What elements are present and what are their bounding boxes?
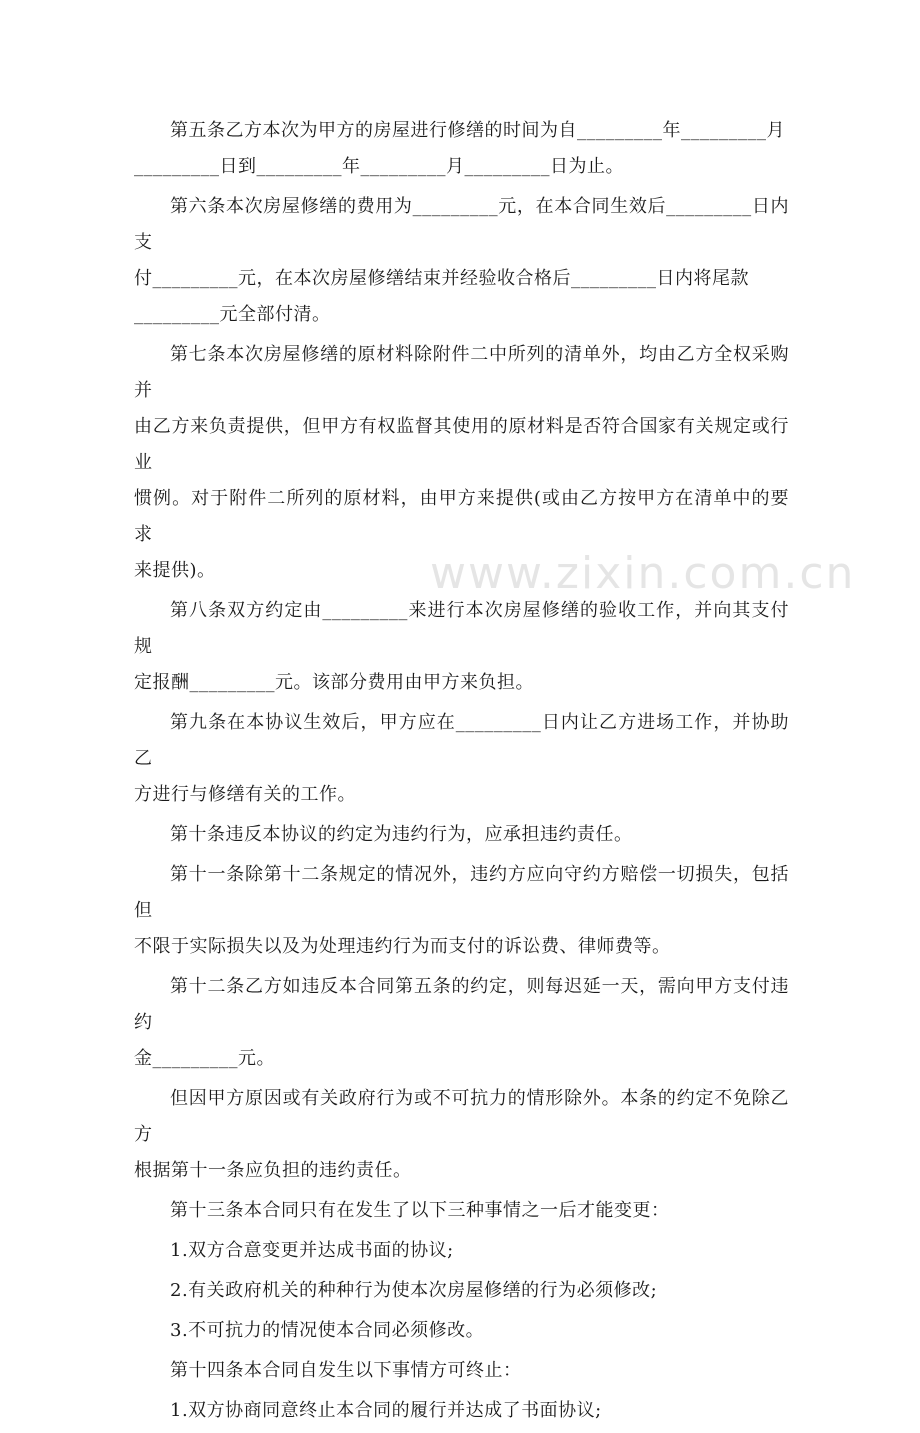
paragraph-line: 第九条在本协议生效后，甲方应在_________日内让乙方进场工作，并协助乙	[134, 712, 789, 769]
paragraph	[134, 189, 789, 333]
paragraph	[134, 1273, 789, 1309]
paragraph	[134, 1193, 789, 1229]
paragraph-line: 第八条双方约定由_________来进行本次房屋修缮的验收工作，并向其支付规	[134, 600, 789, 657]
paragraph	[134, 337, 789, 589]
paragraph-line: 付_________元，在本次房屋修缮结束并经验收合格后_________日内将尾款	[134, 268, 749, 289]
paragraph-line: 第十条违反本协议的约定为违约行为，应承担违约责任。	[170, 824, 633, 845]
paragraph	[134, 1233, 789, 1269]
paragraph-line: 惯例。对于附件二所列的原材料，由甲方来提供(或由乙方按甲方在清单中的要求	[134, 488, 789, 545]
watermark: www.zixin.com.cn	[430, 548, 856, 599]
paragraph-line: 2.有关政府机关的种种行为使本次房屋修缮的行为必须修改;	[170, 1280, 658, 1301]
paragraph-line: 但因甲方原因或有关政府行为或不可抗力的情形除外。本条的约定不免除乙方	[134, 1088, 789, 1145]
paragraph-line: 根据第十一条应负担的违约责任。	[134, 1160, 412, 1181]
paragraph-line: 1.双方协商同意终止本合同的履行并达成了书面协议;	[170, 1400, 602, 1421]
paragraph-line: 不限于实际损失以及为处理违约行为而支付的诉讼费、律师费等。	[134, 936, 671, 957]
paragraph-line: 第十三条本合同只有在发生了以下三种事情之一后才能变更：	[170, 1200, 670, 1221]
paragraph-line: _________日到_________年_________月_________日为止。	[134, 156, 624, 177]
paragraph	[134, 1353, 789, 1389]
paragraph-line: 方进行与修缮有关的工作。	[134, 784, 356, 805]
paragraph	[134, 857, 789, 965]
paragraph-line: 第十一条除第十二条规定的情况外，违约方应向守约方赔偿一切损失，包括但	[134, 864, 789, 921]
paragraph-line: 第十二条乙方如违反本合同第五条的约定，则每迟延一天，需向甲方支付违约	[134, 976, 789, 1033]
paragraph-line: 金_________元。	[134, 1048, 275, 1069]
paragraph-line: 由乙方来负责提供，但甲方有权监督其使用的原材料是否符合国家有关规定或行业	[134, 416, 789, 473]
paragraph-line: 第七条本次房屋修缮的原材料除附件二中所列的清单外，均由乙方全权采购并	[134, 344, 789, 401]
paragraph	[134, 593, 789, 701]
paragraph	[134, 113, 789, 185]
paragraph-line: 来提供)。	[134, 560, 216, 581]
document-body	[134, 113, 789, 1433]
paragraph	[134, 1393, 789, 1429]
paragraph-line: 第五条乙方本次为甲方的房屋进行修缮的时间为自_________年_________月	[170, 120, 785, 141]
paragraph	[134, 817, 789, 853]
paragraph	[134, 705, 789, 813]
paragraph-line: 第十四条本合同自发生以下事情方可终止：	[170, 1360, 522, 1381]
paragraph	[134, 1081, 789, 1189]
paragraph	[134, 1313, 789, 1349]
paragraph-line: 第六条本次房屋修缮的费用为_________元，在本合同生效后_________日内支	[134, 196, 789, 253]
paragraph-line: _________元全部付清。	[134, 304, 331, 325]
paragraph	[134, 969, 789, 1077]
paragraph-line: 定报酬_________元。该部分费用由甲方来负担。	[134, 672, 534, 693]
paragraph-line: 1.双方合意变更并达成书面的协议;	[170, 1240, 454, 1261]
paragraph-line: 3.不可抗力的情况使本合同必须修改。	[170, 1320, 485, 1341]
